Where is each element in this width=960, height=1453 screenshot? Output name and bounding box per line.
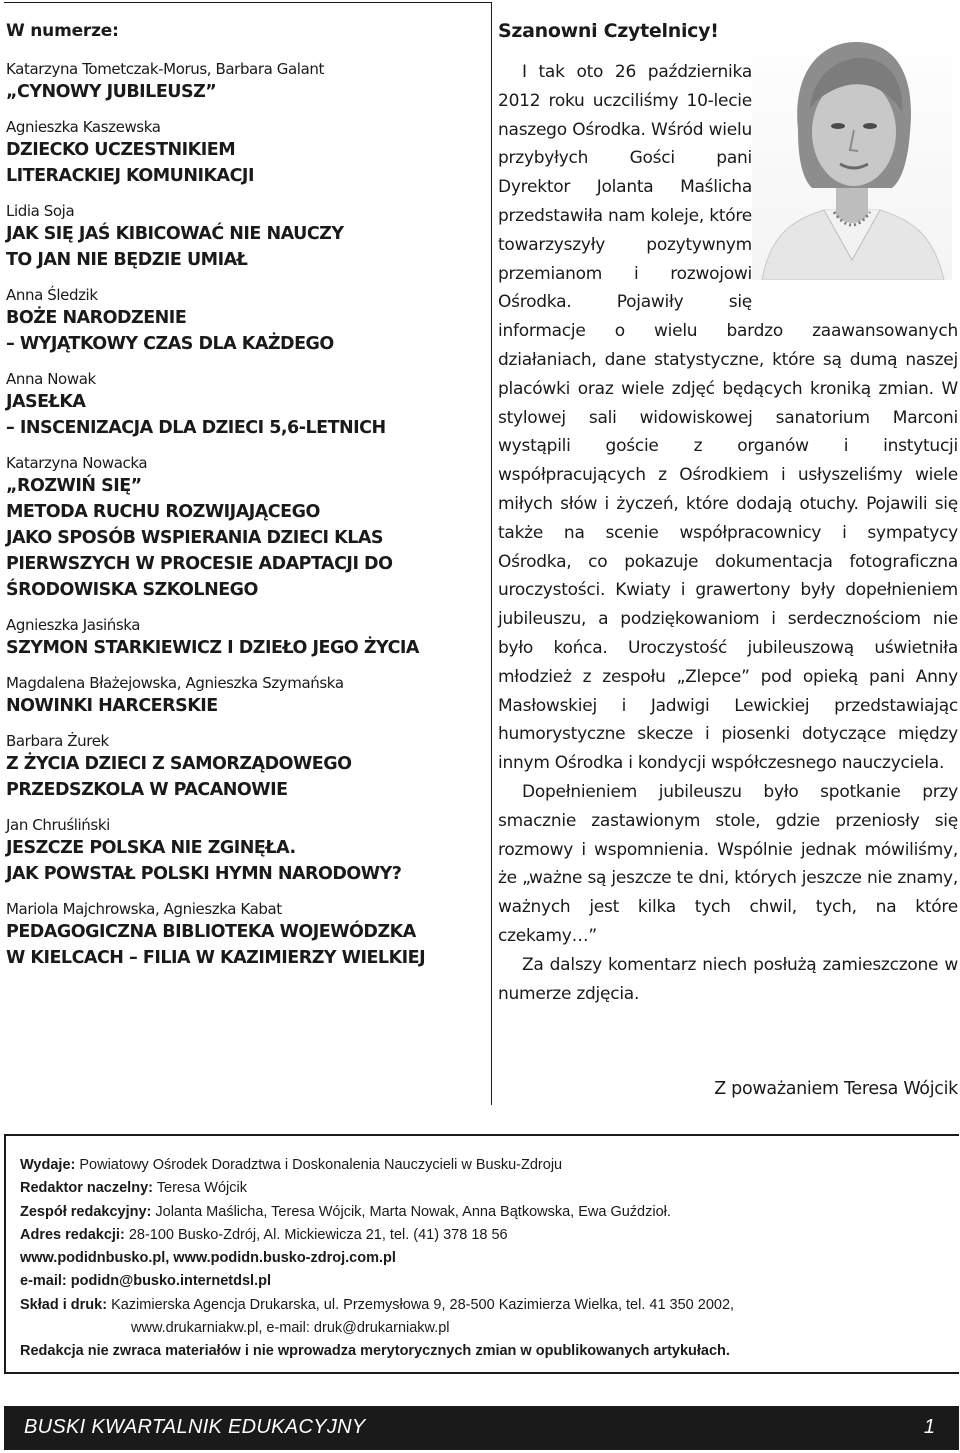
toc-entry (6, 285, 491, 357)
imprint-team: Zespół redakcyjny: Jolanta Maślicha, Teresa Wójcik, Marta Nowak, Anna Bątkowska, Ewa Guździoł. (20, 1203, 671, 1220)
toc-entry-title: DZIECKO UCZESTNIKIEM LITERACKIEJ KOMUNIKACJI (6, 140, 254, 186)
toc-entry (6, 453, 491, 603)
toc-list (6, 59, 491, 971)
toc-entry (6, 201, 491, 273)
toc-entry-title: JESZCZE POLSKA NIE ZGINĘŁA. JAK POWSTAŁ POLSKI HYMN NARODOWY? (6, 838, 402, 884)
toc-entry-author: Magdalena Błażejowska, Agnieszka Szymańska (6, 674, 344, 692)
toc-entry-title: Z ŻYCIA DZIECI Z SAMORZĄDOWEGO PRZEDSZKOLA W PACANOWIE (6, 754, 352, 800)
toc-entry-author: Katarzyna Tometczak-Morus, Barbara Galant (6, 60, 324, 78)
toc-entry-author: Barbara Żurek (6, 732, 109, 750)
toc-entry (6, 117, 491, 189)
toc-entry-author: Jan Chruśliński (6, 816, 110, 834)
toc-entry-author: Anna Nowak (6, 370, 96, 388)
magazine-name: BUSKI KWARTALNIK EDUKACYJNY (24, 1416, 366, 1438)
toc-heading: W numerze: (6, 21, 119, 41)
toc-entry-author: Lidia Soja (6, 202, 75, 220)
imprint-print-contact[interactable]: www.drukarniakw.pl, e-mail: druk@drukarniakw.pl (131, 1320, 450, 1337)
letter-greeting: Szanowni Czytelnicy! (498, 20, 719, 42)
toc-entry (6, 59, 491, 105)
imprint-disclaimer: Redakcja nie zwraca materiałów i nie wprowadza merytorycznych zmian w opublikowanych artykułach. (20, 1343, 730, 1360)
toc-entry-title: JASEŁKA – INSCENIZACJA DLA DZIECI 5,6-LETNICH (6, 392, 386, 438)
page-number: 1 (923, 1416, 935, 1438)
toc-entry-title: PEDAGOGICZNA BIBLIOTEKA WOJEWÓDZKA W KIELCACH – FILIA W KAZIMIERZY WIELKIEJ (6, 922, 426, 968)
toc-entry-author: Agnieszka Jasińska (6, 616, 141, 634)
page-footer (4, 1406, 959, 1450)
toc-entry-title: SZYMON STARKIEWICZ I DZIEŁO JEGO ŻYCIA (6, 638, 419, 658)
toc-entry (6, 731, 491, 803)
toc-entry-title: BOŻE NARODZENIE – WYJĄTKOWY CZAS DLA KAŻDEGO (6, 308, 334, 354)
imprint-editor: Redaktor naczelny: Teresa Wójcik (20, 1180, 247, 1197)
table-of-contents (4, 2, 492, 1105)
toc-entry-title: „ROZWIŃ SIĘ” METODA RUCHU ROZWIJAJĄCEGO JAKO SPOSÓB WSPIERANIA DZIECI KLAS PIERWSZYCH W PROCESIE ADAPTACJI DO ŚRODOWISKA SZKOLNEGO (6, 476, 393, 600)
imprint-address: Adres redakcji: 28-100 Busko-Zdrój, Al. Mickiewicza 21, tel. (41) 378 18 56 (20, 1226, 508, 1243)
toc-entry (6, 673, 491, 719)
toc-entry-title: „CYNOWY JUBILEUSZ” (6, 82, 217, 102)
toc-entry-author: Anna Śledzik (6, 286, 98, 304)
letter-paragraph: I tak oto 26 października 2012 roku uczciliśmy 10-lecie naszego Ośrodka. Wśród wielu przybyłych Gości pani Dyrektor Jolanta Maślicha przedstawiła nam koleje, które towarzyszyły pozytywnym przemianom i rozwojowi Ośrodka. Pojawiły się informacje o wielu bardzo zaawansowanych działaniach, dane statystyczne, które są dumą naszej placówki oraz wiele zdjęć będących kroniką zmian. W stylowej sali widowiskowej sanatorium Marconi wystąpili goście z organów i instytucji współpracujących z Ośrodkiem i usłyszeliśmy wiele miłych słów i życzeń, które dodają otuchy. Pojawili się także na scenie współpracownicy i sympatycy Ośrodka, co pokazuje dokumentacja fotograficzna uroczystości. Kwiaty i grawertony były dopełnieniem jubileuszu, a podziękowaniom i serdecznościom nie było końca. Uroczystość jubileuszową uświetniła młodzież z zespołu „Zlepce” pod opieką pani Anny Masłowskiej i Jadwigi Lewickiej przedstawiając humorystyczne skecze i piosenki dotyczące między innym Ośrodka i kondycji współczesnego nauczyciela. (498, 62, 958, 774)
imprint-email[interactable]: e-mail: podidn@busko.internetdsl.pl (20, 1273, 271, 1290)
toc-entry-author: Agnieszka Kaszewska (6, 118, 161, 136)
toc-entry-title: NOWINKI HARCERSKIE (6, 696, 218, 716)
letter-paragraph: Dopełnieniem jubileuszu było spotkanie przy smacznie zastawionym stole, gdzie przeniosły się rozmowy i wspomnienia. Wspólnie jednak mówiliśmy, że „ważne są jeszcze te dni, których jeszcze nie znamy, ważnych jest kilka tych chwil, tych, na które czekamy…” (498, 781, 958, 946)
toc-entry (6, 369, 491, 441)
toc-entry-title: JAK SIĘ JAŚ KIBICOWAĆ NIE NAUCZY TO JAN NIE BĘDZIE UMIAŁ (6, 224, 344, 270)
portrait-image (752, 20, 952, 280)
imprint-websites[interactable]: www.podidnbusko.pl, www.podidn.busko-zdroj.com.pl (20, 1250, 396, 1267)
letter-paragraph: Za dalszy komentarz niech posłużą zamieszczone w numerze zdjęcia. (498, 954, 958, 1004)
imprint-box (4, 1134, 959, 1374)
imprint-print: Skład i druk: Kazimierska Agencja Drukarska, ul. Przemysłowa 9, 28-500 Kazimierza Wielka, tel. 41 350 2002, (20, 1296, 735, 1313)
author-photo (752, 20, 952, 280)
letter-signature: Z poważaniem Teresa Wójcik (714, 1079, 958, 1099)
toc-entry (6, 815, 491, 887)
editorial-letter (498, 20, 958, 1008)
imprint-publisher: Wydaje: Powiatowy Ośrodek Doradztwa i Doskonalenia Nauczycieli w Busku-Zdroju (20, 1157, 563, 1173)
toc-entry-author: Katarzyna Nowacka (6, 454, 148, 472)
toc-entry (6, 899, 491, 971)
toc-entry (6, 615, 491, 661)
toc-entry-author: Mariola Majchrowska, Agnieszka Kabat (6, 900, 282, 918)
